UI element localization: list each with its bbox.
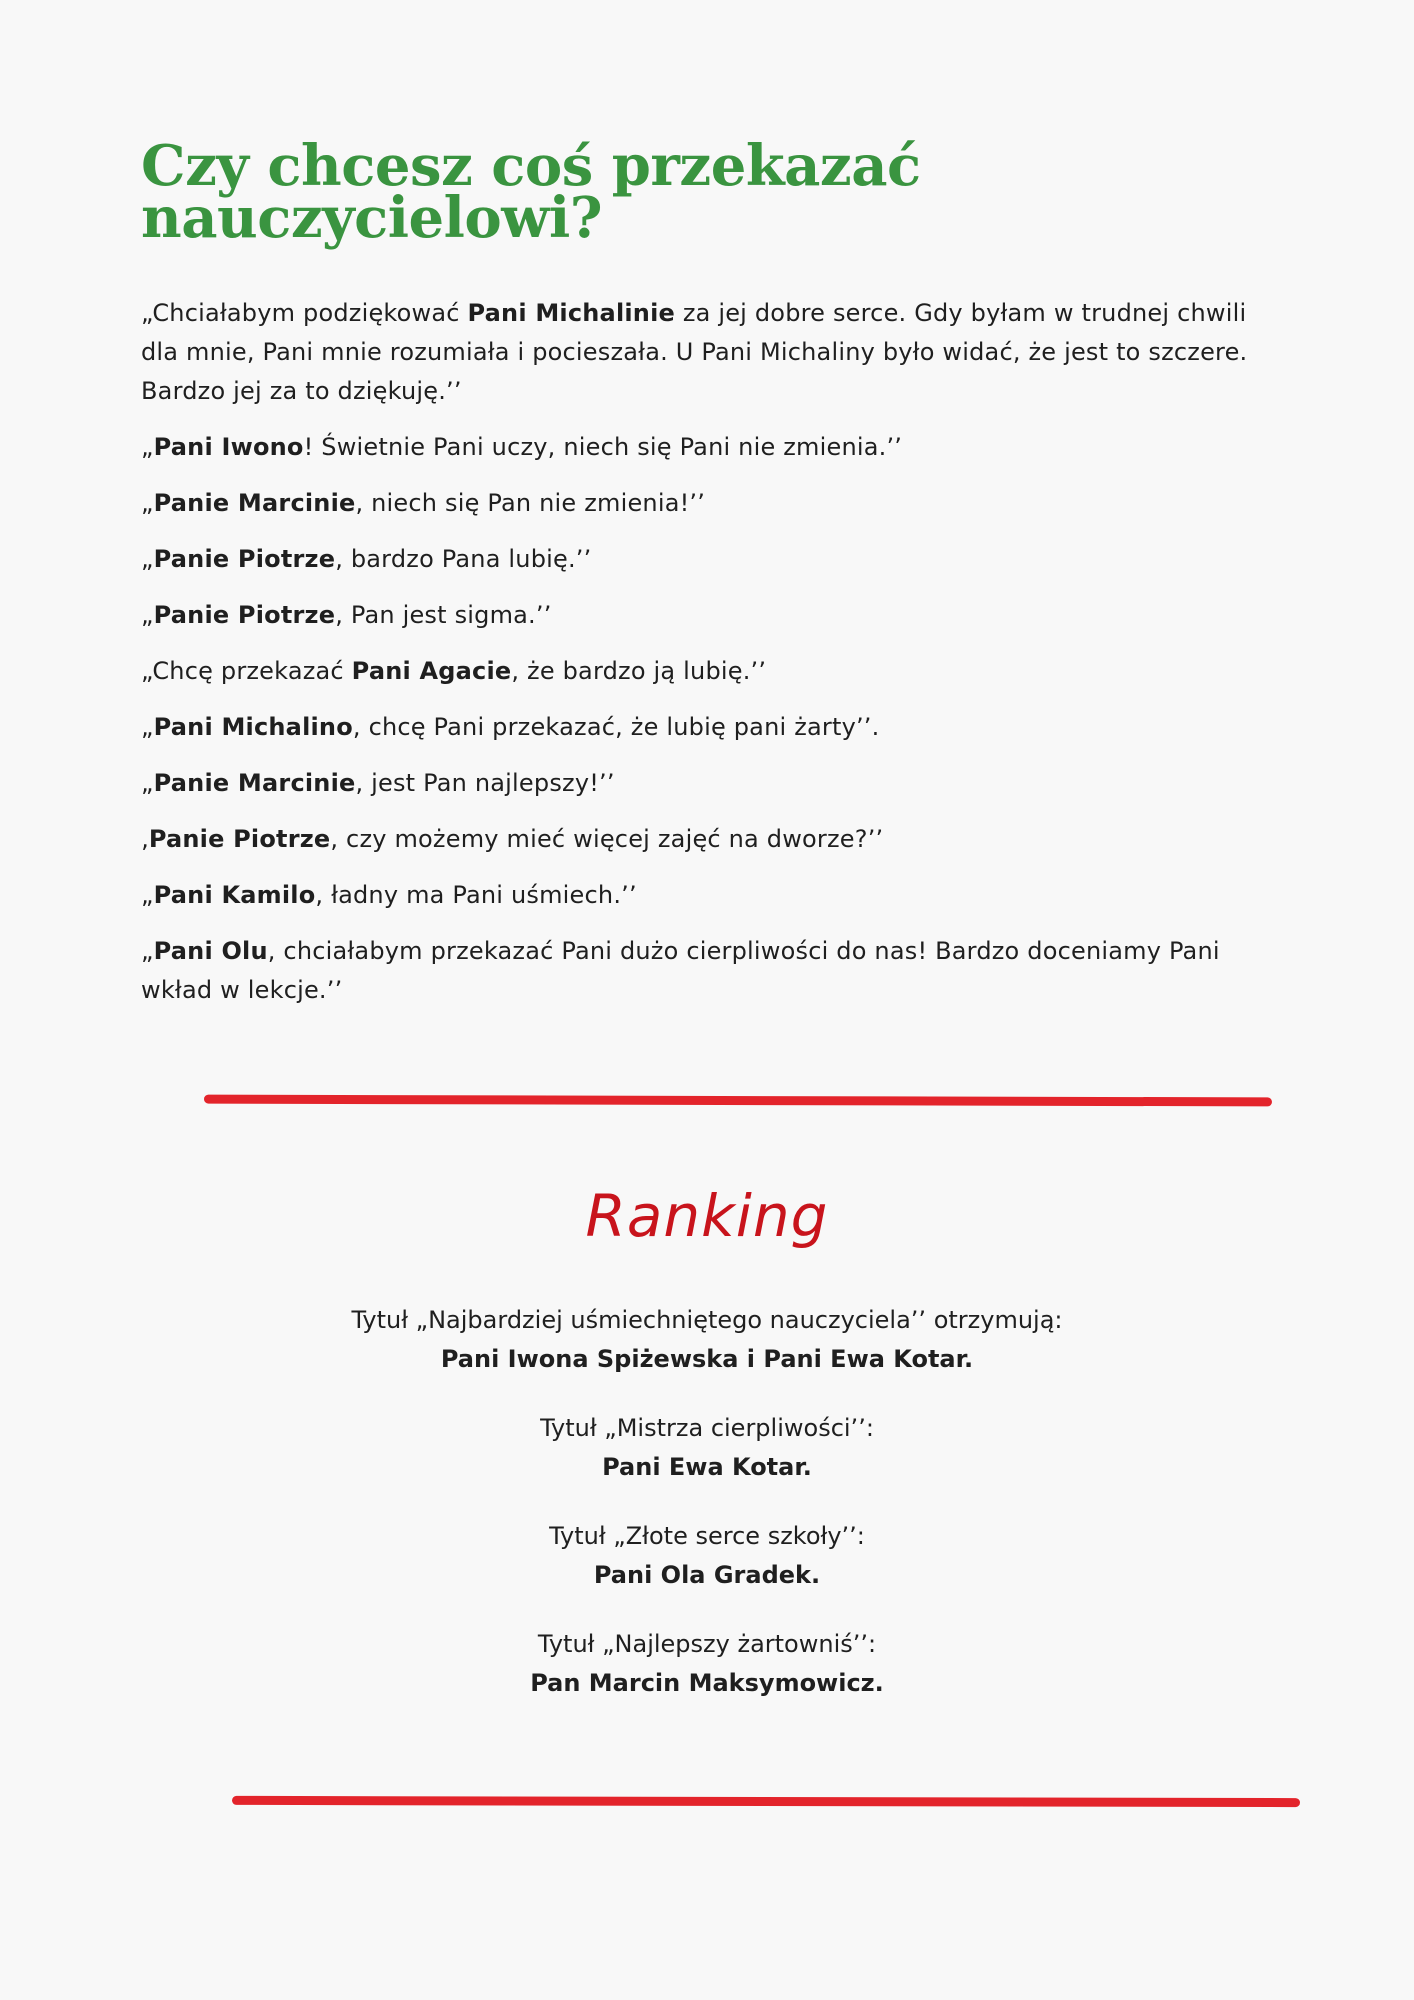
award-winner: Pani Ewa Kotar. (602, 1453, 812, 1481)
message-text: , ładny ma Pani uśmiech.’’ (315, 881, 637, 909)
message-text: ‚ (141, 825, 149, 853)
award-winner: Pan Marcin Maksymowicz. (530, 1669, 884, 1697)
message-item (141, 820, 1291, 859)
teacher-name: Pani Kamilo (153, 881, 316, 909)
award-title: Tytuł „Mistrza cierpliwości’’: (540, 1414, 874, 1442)
message-item (141, 596, 1291, 635)
award-title: Tytuł „Złote serce szkoły’’: (549, 1522, 865, 1550)
teacher-name: Panie Marcinie (153, 769, 356, 797)
message-item (141, 764, 1291, 803)
teacher-name: Pani Olu (153, 937, 268, 965)
teacher-name: Panie Piotrze (153, 601, 336, 629)
ranking-entry (0, 1301, 1414, 1379)
message-text: , jest Pan najlepszy!’’ (355, 769, 615, 797)
teacher-name: Pani Michalino (153, 713, 353, 741)
message-text: „Chcę przekazać (141, 657, 352, 685)
ranking-list (0, 1301, 1414, 1733)
message-item (141, 428, 1291, 467)
teacher-name: Pani Iwono (153, 433, 304, 461)
message-item (141, 484, 1291, 523)
message-text: „ (141, 881, 154, 909)
message-item (141, 876, 1291, 915)
page-title: Czy chcesz coś przekazać nauczycielowi? (141, 133, 921, 251)
message-text: „ (141, 769, 154, 797)
message-text: „ (141, 545, 154, 573)
message-text: , chciałabym przekazać Pani dużo cierpliwości do nas! Bardzo doceniamy Pani wkład w lekcje.’’ (141, 937, 1220, 1004)
teacher-name: Panie Piotrze (153, 545, 336, 573)
ranking-entry (0, 1517, 1414, 1595)
ranking-entry (0, 1409, 1414, 1487)
teacher-name: Panie Piotrze (148, 825, 331, 853)
message-item (141, 294, 1281, 411)
message-text: „ (141, 601, 154, 629)
message-text: „ (141, 433, 154, 461)
teacher-name: Pani Michalinie (467, 299, 675, 327)
message-text: ! Świetnie Pani uczy, niech się Pani nie zmienia.’’ (303, 433, 903, 461)
message-text: , chcę Pani przekazać, że lubię pani żarty’’. (352, 713, 880, 741)
message-text: , bardzo Pana lubię.’’ (335, 545, 592, 573)
message-item (141, 652, 1291, 691)
teacher-name: Panie Marcinie (153, 489, 356, 517)
message-item (141, 708, 1291, 747)
message-text: , że bardzo ją lubię.’’ (511, 657, 767, 685)
message-item (141, 540, 1291, 579)
message-text: za jej dobre serce. Gdy byłam w trudnej chwili dla mnie, Pani mnie rozumiała i pocieszała. U Pani Michaliny było widać, że jest to szczere. Bardzo jej za to dziękuję.’’ (141, 299, 1248, 405)
message-text: „ (141, 937, 154, 965)
message-item (141, 932, 1281, 1010)
ranking-title: Ranking (585, 1182, 829, 1250)
teacher-name: Pani Agacie (351, 657, 512, 685)
message-text: „ (141, 489, 154, 517)
message-text: „ (141, 713, 154, 741)
award-winner: Pani Ola Gradek. (593, 1561, 821, 1589)
ranking-entry (0, 1625, 1414, 1703)
award-title: Tytuł „Najbardziej uśmiechniętego nauczyciela’’ otrzymują: (351, 1306, 1063, 1334)
message-text: , czy możemy mieć więcej zajęć na dworze?’’ (330, 825, 884, 853)
award-title: Tytuł „Najlepszy żartowniś’’: (537, 1630, 877, 1658)
messages-list (141, 294, 1291, 1027)
award-winner: Pani Iwona Spiżewska i Pani Ewa Kotar. (440, 1345, 974, 1373)
section-divider (204, 1095, 1272, 1107)
message-text: , Pan jest sigma.’’ (335, 601, 552, 629)
section-divider (232, 1796, 1300, 1807)
message-text: „Chciałabym podziękować (141, 299, 468, 327)
message-text: , niech się Pan nie zmienia!’’ (355, 489, 706, 517)
